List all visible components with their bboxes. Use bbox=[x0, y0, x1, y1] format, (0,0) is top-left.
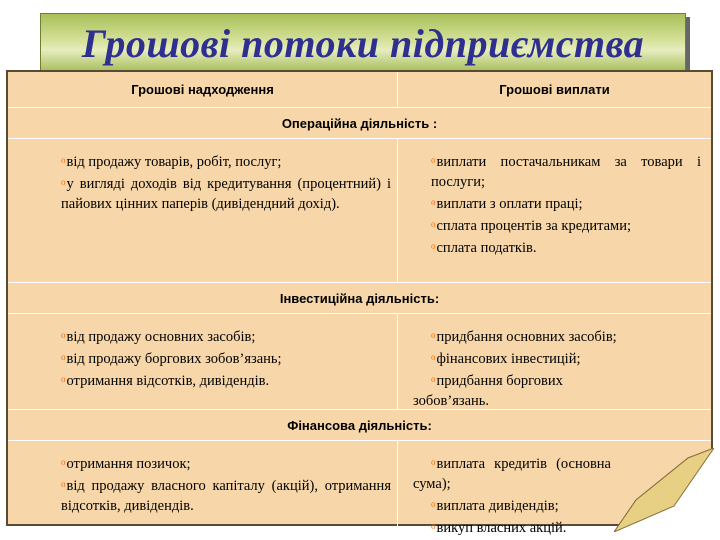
list-item: $^o$у вигляді доходів від кредитування (процентний) і пайових цінних паперів (дивідендний дохід). bbox=[61, 176, 391, 212]
list-item: $^o$сплата податків. bbox=[431, 240, 537, 256]
bullet-icon: o bbox=[431, 330, 436, 340]
list-item: $^o$виплати постачальникам за товари і послуги; bbox=[431, 154, 701, 190]
list-item: $^o$отримання позичок; bbox=[61, 456, 191, 472]
section-content-investing bbox=[8, 313, 711, 410]
list-item: $^o$сплата процентів за кредитами; bbox=[431, 218, 631, 234]
page-title: Грошові потоки підприємства bbox=[81, 21, 645, 66]
bullet-icon: o bbox=[61, 352, 66, 362]
list-item: $^o$від продажу основних засобів; bbox=[61, 329, 256, 345]
bullet-icon: o bbox=[431, 241, 436, 251]
list-item: $^o$від продажу товарів, робіт, послуг; bbox=[61, 154, 282, 170]
list-item: $^o$від продажу боргових зобов’язань; bbox=[61, 351, 282, 367]
outflows-column-header: Грошові виплати bbox=[499, 82, 610, 97]
inflows-column-header: Грошові надходження bbox=[131, 82, 274, 97]
section-content-operating bbox=[8, 138, 711, 283]
bullet-icon: o bbox=[61, 374, 66, 384]
bullet-icon: o bbox=[431, 197, 436, 207]
bullet-icon: o bbox=[431, 374, 436, 384]
list-item: $^o$фінансових інвестицій; bbox=[431, 351, 581, 367]
list-item: $^o$виплати з оплати праці; bbox=[431, 196, 583, 212]
table-header-row bbox=[8, 72, 711, 107]
bullet-icon: o bbox=[61, 177, 66, 187]
cash-flow-table bbox=[6, 70, 713, 536]
list-item: $^o$отримання відсотків, дивідендів. bbox=[61, 373, 270, 389]
section-content-financing bbox=[8, 440, 711, 536]
bullet-icon: o bbox=[61, 330, 66, 340]
bullet-icon: o bbox=[61, 479, 66, 489]
bullet-icon: o bbox=[431, 521, 436, 531]
section-heading-investing: Інвестиційна діяльність: bbox=[279, 291, 440, 306]
bullet-icon: o bbox=[61, 457, 66, 467]
list-item: $^o$виплата кредитів (основна сума); bbox=[413, 456, 611, 492]
inflows-cell bbox=[8, 139, 397, 283]
section-heading-row bbox=[8, 107, 711, 139]
bullet-icon: o bbox=[431, 457, 436, 467]
inflows-cell bbox=[8, 441, 397, 527]
section-heading-operating: Операційна діяльність : bbox=[281, 116, 438, 131]
outflows-cell bbox=[398, 139, 711, 283]
list-item: $^o$викуп власних акцій. bbox=[431, 520, 567, 536]
section-heading-financing: Фінансова діяльність: bbox=[287, 418, 432, 433]
outflows-cell bbox=[398, 314, 711, 410]
list-item: $^o$виплата дивідендів; bbox=[431, 498, 559, 514]
list-item: $^o$від продажу власного капіталу (акцій), отримання відсотків, дивідендів. bbox=[61, 478, 391, 514]
section-heading-row bbox=[8, 282, 711, 314]
title-banner bbox=[40, 13, 686, 75]
list-item: $^o$придбання боргових зобов’язань. bbox=[413, 373, 563, 409]
inflows-cell bbox=[8, 314, 397, 410]
bullet-icon: o bbox=[431, 219, 436, 229]
page-curl-decoration bbox=[614, 448, 714, 532]
list-item: $^o$придбання основних засобів; bbox=[431, 329, 617, 345]
bullet-icon: o bbox=[61, 155, 66, 165]
bullet-icon: o bbox=[431, 155, 436, 165]
bullet-icon: o bbox=[431, 352, 436, 362]
bullet-icon: o bbox=[431, 499, 436, 509]
section-heading-row bbox=[8, 409, 711, 441]
